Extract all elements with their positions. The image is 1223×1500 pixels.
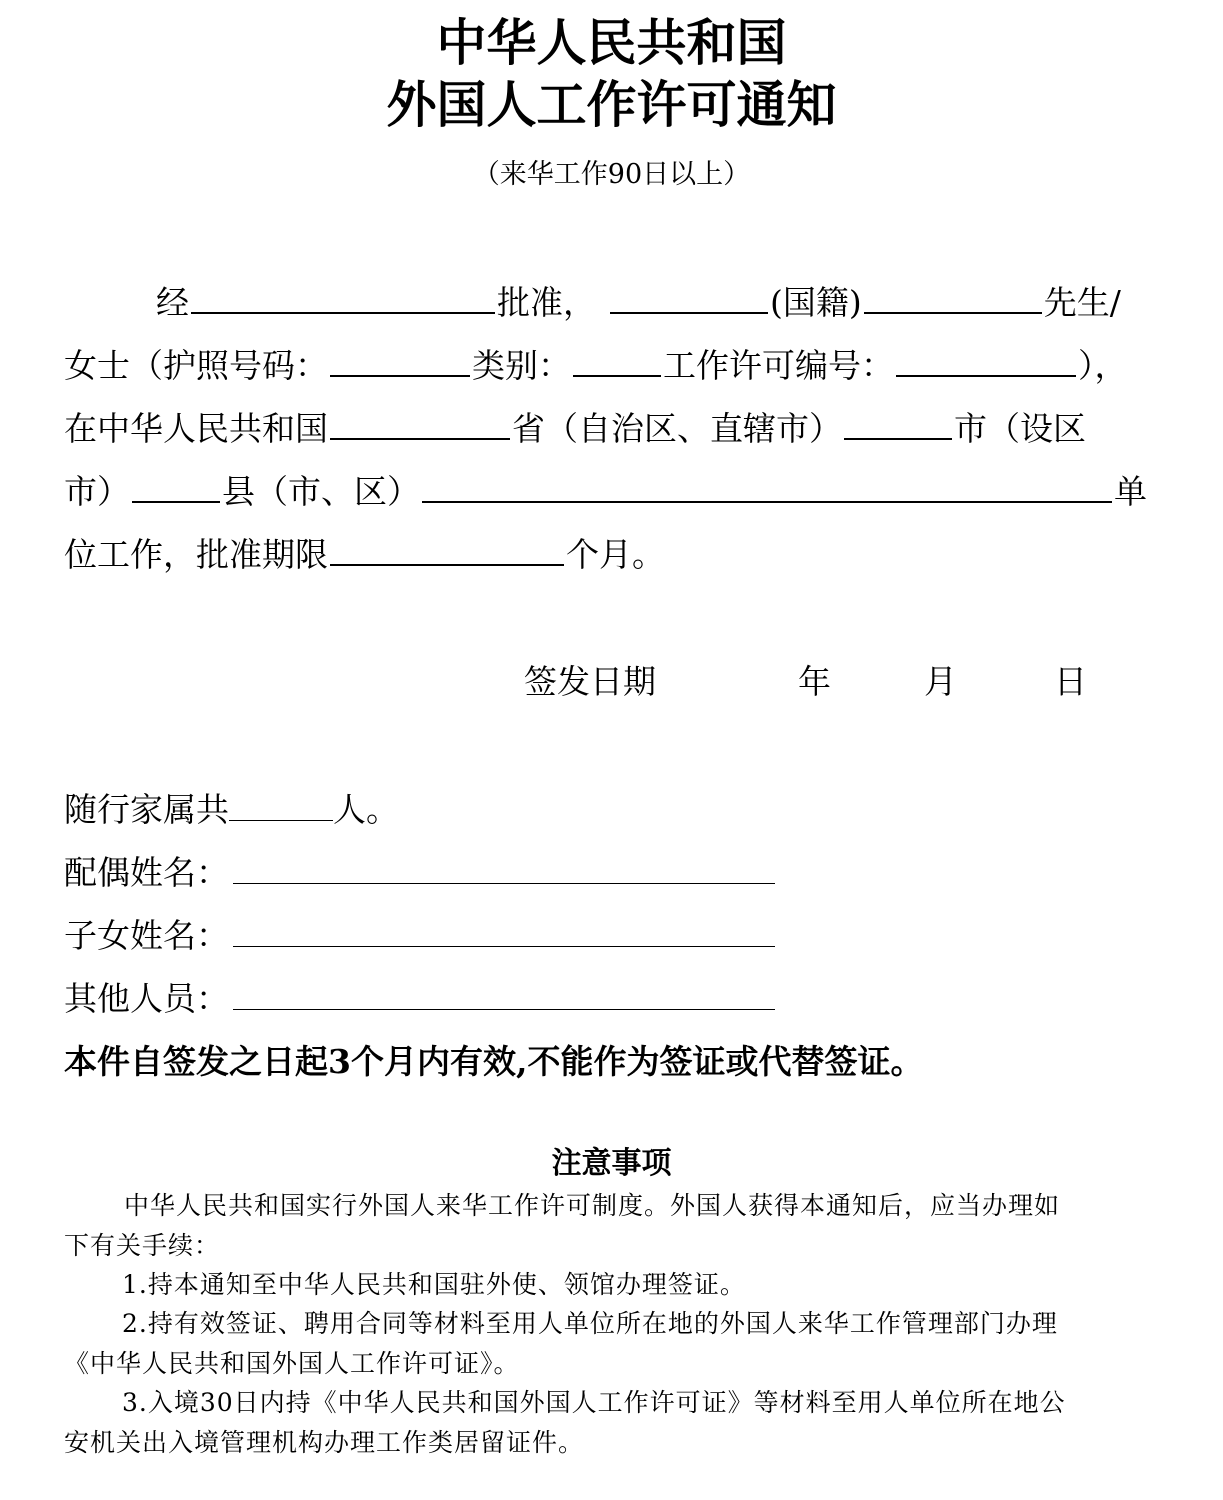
text-unit: 单 (1114, 472, 1147, 511)
paragraph-line-4 (64, 471, 1147, 512)
text-months: 个月。 (566, 535, 665, 574)
text-passport: 女士（护照号码： (64, 346, 328, 385)
validity-statement: 本件自签发之日起3个月内有效,不能作为签证或代替签证。 (64, 1042, 924, 1081)
title-line-2: 外国人工作许可通知 (386, 75, 837, 134)
nationality-field[interactable] (610, 282, 768, 314)
spouse-name-field[interactable] (233, 855, 775, 884)
paragraph-line-5 (64, 534, 665, 575)
children-name-field[interactable] (233, 918, 775, 947)
name-field[interactable] (864, 282, 1042, 314)
issue-year-label: 年 (798, 662, 831, 701)
subtitle: （来华工作90日以上） (472, 159, 751, 190)
issue-day-label: 日 (1054, 662, 1087, 701)
title-line-1: 中华人民共和国 (436, 13, 787, 72)
employer-field[interactable] (422, 471, 1112, 503)
text-in-prc: 在中华人民共和国 (64, 409, 328, 448)
notice-item-2-line-1: 2.持有效签证、聘用合同等材料至用人单位所在地的外国人来华工作管理部门办理 (122, 1309, 1058, 1338)
paragraph-line-1 (156, 282, 1121, 323)
text-close-paren: ）， (1078, 346, 1128, 385)
text-family-total: 随行家属共 (64, 790, 229, 829)
text-work-period: 位工作，批准期限 (64, 535, 328, 574)
children-line (64, 916, 775, 956)
text-others: 其他人员： (64, 979, 229, 1018)
text-county: 县（市、区） (222, 472, 420, 511)
others-line (64, 979, 775, 1019)
text-approve: 批准， (497, 283, 596, 322)
issue-month-label: 月 (924, 662, 957, 701)
period-field[interactable] (330, 534, 564, 566)
text-children-name: 子女姓名： (64, 916, 229, 955)
city-field[interactable] (844, 408, 952, 440)
notice-title: 注意事项 (551, 1146, 672, 1181)
text-category: 类别： (472, 346, 571, 385)
province-field[interactable] (330, 408, 510, 440)
text-spouse-name: 配偶姓名： (64, 853, 229, 892)
category-field[interactable] (573, 345, 661, 377)
text-city: 市（设区 (954, 409, 1086, 448)
notice-item-1: 1.持本通知至中华人民共和国驻外使、领馆办理签证。 (122, 1270, 746, 1299)
text-city-close: 市） (64, 472, 130, 511)
notice-item-3-line-2: 安机关出入境管理机构办理工作类居留证件。 (64, 1428, 585, 1457)
family-count-line (64, 790, 399, 830)
paragraph-line-3 (64, 408, 1086, 449)
notice-intro-1: 中华人民共和国实行外国人来华工作许可制度。外国人获得本通知后，应当办理如 (124, 1191, 1061, 1220)
notice-intro-2: 下有关手续： (64, 1231, 221, 1260)
text-permit-number: 工作许可编号： (663, 346, 894, 385)
notice-item-3-line-1: 3.入境30日内持《中华人民共和国外国人工作许可证》等材料至用人单位所在地公 (122, 1388, 1066, 1417)
approver-field[interactable] (191, 282, 495, 314)
family-count-field[interactable] (229, 792, 333, 821)
text-nationality: (国籍) (770, 283, 862, 322)
paragraph-line-2 (64, 345, 1128, 386)
text-approved-by: 经 (156, 283, 189, 322)
county-field[interactable] (132, 471, 220, 503)
passport-number-field[interactable] (330, 345, 470, 377)
others-field[interactable] (233, 981, 775, 1010)
text-persons: 人。 (333, 790, 399, 829)
text-province: 省（自治区、直辖市） (512, 409, 842, 448)
notice-item-2-line-2: 《中华人民共和国外国人工作许可证》。 (64, 1349, 520, 1378)
spouse-line (64, 853, 775, 893)
text-mr: 先生/ (1043, 283, 1121, 322)
permit-number-field[interactable] (896, 345, 1076, 377)
issue-date-label: 签发日期 (524, 662, 656, 701)
